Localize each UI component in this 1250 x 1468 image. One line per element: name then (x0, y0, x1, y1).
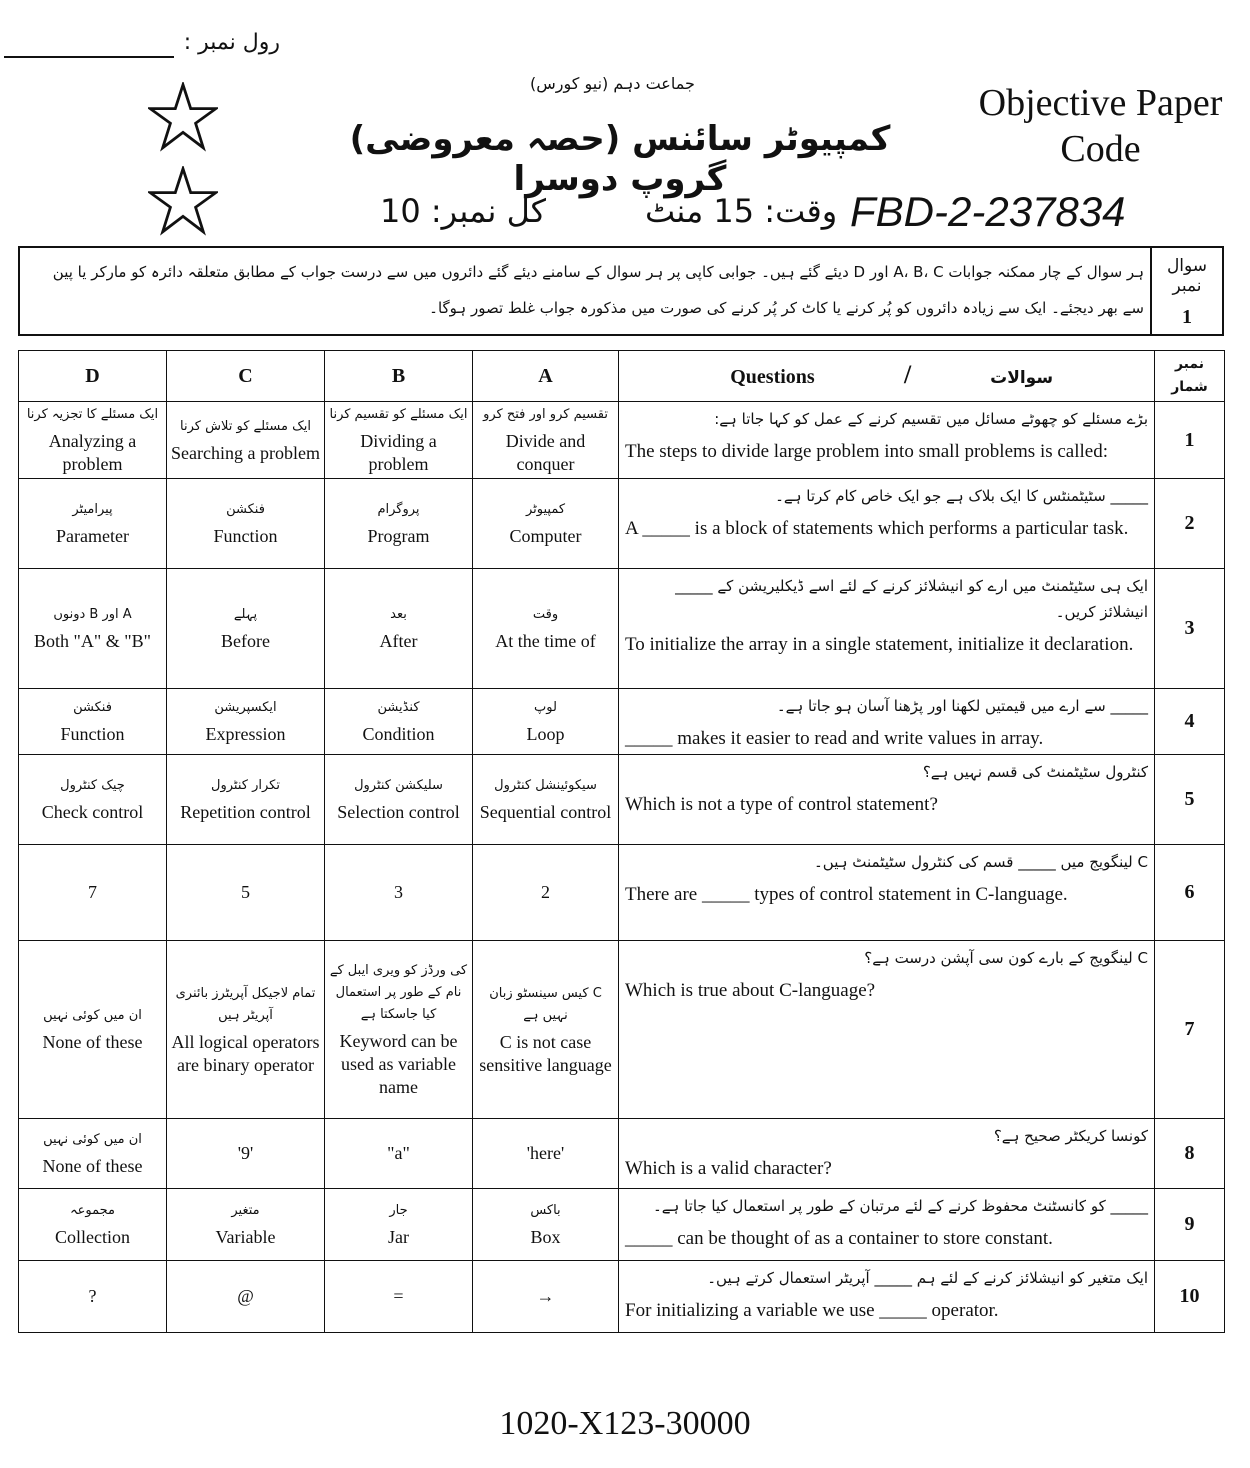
table-row (19, 402, 1225, 479)
option-b-cell (325, 941, 473, 1119)
column-header-c: C (167, 351, 325, 402)
option-d-english: None of these (42, 1032, 143, 1052)
option-a-urdu: لوپ (534, 700, 557, 715)
question-cell (619, 689, 1155, 755)
option-b-english: = (393, 1286, 404, 1306)
option-d-urdu: ان میں کوئی نہیں (43, 1008, 142, 1023)
option-c-english: Repetition control (180, 802, 311, 822)
question-english: The steps to divide large problem into small problems is called: (625, 441, 1108, 462)
option-d-english: Both "A" & "B" (34, 631, 151, 651)
separator-slash: / (903, 359, 912, 389)
option-b-cell (325, 479, 473, 569)
option-d-cell (19, 402, 167, 479)
option-d-english: 7 (88, 882, 97, 902)
option-a-urdu: C کیس سینسٹو زبان نہیں ہے (489, 985, 602, 1023)
option-b-urdu: سلیکشن کنٹرول (354, 778, 443, 793)
question-number: 6 (1155, 845, 1225, 941)
option-d-cell (19, 755, 167, 845)
option-b-urdu: پروگرام (377, 502, 420, 517)
objective-title: Objective Paper (978, 82, 1223, 124)
question-cell (619, 755, 1155, 845)
star-icon (148, 82, 218, 152)
table-row (19, 479, 1225, 569)
option-b-urdu: کی ورڈز کو ویری ایبل کے نام کے طور پر استعمال کیا جاسکتا ہے (329, 963, 468, 1022)
option-d-cell (19, 845, 167, 941)
column-header-a: A (473, 351, 619, 402)
option-c-urdu: پہلے (233, 607, 258, 622)
table-header-row (19, 351, 1225, 402)
option-c-cell (167, 1261, 325, 1333)
option-a-english: 2 (541, 882, 550, 902)
option-d-cell (19, 689, 167, 755)
option-d-urdu: مجموعہ (70, 1203, 115, 1218)
question-number: 1 (1182, 306, 1192, 328)
option-d-cell (19, 941, 167, 1119)
question-english: _____ can be thought of as a container to store constant. (625, 1228, 1053, 1249)
class-label: جماعت دہم (نیو کورس) (530, 74, 695, 93)
option-a-english: Box (530, 1227, 561, 1247)
question-urdu: بڑے مسئلے کو چھوٹے مسائل میں تقسیم کرنے کے عمل کو کہا جاتا ہے: (714, 410, 1148, 428)
option-a-cell (473, 755, 619, 845)
option-a-english: C is not case sensitive language (479, 1031, 612, 1075)
question-english: For initializing a variable we use _____ operator. (625, 1300, 999, 1321)
question-english: A _____ is a block of statements which performs a particular task. (625, 518, 1129, 539)
option-c-urdu: متغیر (231, 1203, 260, 1218)
roll-number-line (4, 56, 174, 58)
question-urdu: C لینگویج میں _____ قسم کی کنٹرول سٹیٹمنٹ ہیں۔ (813, 853, 1148, 871)
paper-code: FBD-2-237834 (850, 188, 1126, 235)
option-b-urdu: جار (389, 1203, 408, 1218)
question-english: To initialize the array in a single statement, initialize it declaration. (625, 634, 1134, 655)
roll-number-field (0, 30, 280, 66)
option-d-urdu: ایک مسئلے کا تجزیہ کرنا (26, 407, 159, 422)
time-allowed: وقت: 15 منٹ (645, 192, 838, 230)
question-cell (619, 1261, 1155, 1333)
question-cell (619, 402, 1155, 479)
question-urdu: C لینگویج کے بارے کون سی آپشن درست ہے؟ (864, 949, 1148, 967)
table-row (19, 1261, 1225, 1333)
option-a-cell (473, 1261, 619, 1333)
option-b-cell (325, 1189, 473, 1261)
objective-code-label: Code (1060, 128, 1141, 170)
option-b-cell (325, 755, 473, 845)
table-row (19, 941, 1225, 1119)
option-a-english: Sequential control (479, 802, 612, 822)
question-urdu: _____ سے ارے میں قیمتیں لکھنا اور پڑھنا آسان ہو جاتا ہے۔ (776, 697, 1148, 715)
column-header-number: نمبر شمار (1155, 351, 1225, 402)
option-c-cell (167, 402, 325, 479)
option-d-english: None of these (42, 1156, 143, 1176)
option-c-english: All logical operators are binary operator (171, 1031, 320, 1075)
questions-table (18, 350, 1225, 1333)
option-d-urdu: فنکشن (73, 700, 112, 715)
option-d-english: Function (60, 724, 125, 744)
option-b-english: Dividing a problem (360, 431, 437, 474)
question-cell (619, 1119, 1155, 1189)
option-c-urdu: ایک مسئلے کو تلاش کرنا (180, 418, 311, 434)
total-marks: کل نمبر: 10 (380, 192, 547, 230)
option-b-english: "a" (387, 1143, 410, 1163)
option-b-cell (325, 845, 473, 941)
option-a-english: Divide and conquer (505, 431, 586, 474)
option-c-english: '9' (237, 1143, 254, 1163)
option-c-english: 5 (241, 882, 250, 902)
instructions-text: ہر سوال کے چار ممکنہ جوابات A، B، C اور D دیئے گئے ہیں۔ جوابی کاپی پر ہر سوال کے سامنے دیئے گئے دائروں میں سے درست جواب کے مطابق متعلقہ دائرہ کو مارکر یا پین سے بھر دیجئے۔ ایک سے زیادہ دائروں کو پُر کرنے یا کاٹ کر پُر کرنے کی صورت میں مذکورہ جواب غلط تصور ہوگا۔ (52, 263, 1144, 317)
option-a-english: 'here' (526, 1143, 565, 1163)
option-a-english: Computer (509, 526, 582, 546)
option-c-cell (167, 941, 325, 1119)
option-a-urdu: کمپیوٹر (525, 502, 566, 517)
option-c-english: Function (213, 526, 278, 546)
option-c-cell (167, 569, 325, 689)
option-b-urdu: ایک مسئلے کو تقسیم کرنا (329, 407, 468, 422)
option-d-english: Check control (41, 802, 144, 822)
column-header-b: B (325, 351, 473, 402)
option-b-cell (325, 1261, 473, 1333)
question-number: 10 (1155, 1261, 1225, 1333)
question-english: Which is true about C-language? (625, 980, 876, 1001)
option-d-cell (19, 569, 167, 689)
option-b-english: Selection control (337, 802, 460, 822)
option-b-english: 3 (394, 882, 403, 902)
question-number: 8 (1155, 1119, 1225, 1189)
option-d-cell (19, 479, 167, 569)
question-number: 7 (1155, 941, 1225, 1119)
option-c-urdu: تکرار کنٹرول (211, 778, 280, 793)
option-c-english: Searching a problem (171, 442, 320, 463)
option-a-english: Loop (526, 724, 565, 744)
question-cell (619, 479, 1155, 569)
question-english: Which is a valid character? (625, 1158, 832, 1179)
option-c-urdu: ایکسپریشن (214, 700, 277, 715)
option-b-english: After (379, 631, 418, 651)
question-english: _____ makes it easier to read and write values in array. (625, 728, 1044, 749)
question-urdu: کنٹرول سٹیٹمنٹ کی قسم نہیں ہے؟ (922, 763, 1148, 781)
option-d-english: ? (88, 1286, 97, 1306)
option-a-urdu: سیکوئینشل کنٹرول (494, 778, 597, 793)
question-number: 5 (1155, 755, 1225, 845)
instructions-box (18, 246, 1224, 336)
column-header-questions (619, 351, 1155, 402)
option-a-cell (473, 479, 619, 569)
question-number: 1 (1155, 402, 1225, 479)
question-english: There are _____ types of control statement in C-language. (625, 884, 1068, 905)
option-b-cell (325, 689, 473, 755)
option-d-english: Collection (55, 1227, 130, 1247)
option-a-cell (473, 402, 619, 479)
option-a-english: At the time of (495, 631, 596, 651)
option-b-english: Keyword can be used as variable name (339, 1031, 458, 1097)
option-b-cell (325, 402, 473, 479)
question-urdu: ایک ہی سٹیٹمنٹ میں ارے کو انیشلائز کرنے کے لئے اسے ڈیکلیریشن کے _____ انیشلائز کریں۔ (675, 577, 1148, 621)
star-icon (148, 166, 218, 236)
table-row (19, 689, 1225, 755)
option-c-cell (167, 689, 325, 755)
option-a-english: → (536, 1286, 555, 1306)
option-a-cell (473, 569, 619, 689)
option-d-english: Parameter (56, 526, 129, 546)
question-number-cell (1150, 248, 1222, 334)
question-number: 4 (1155, 689, 1225, 755)
column-header-d: D (19, 351, 167, 402)
option-b-cell (325, 1119, 473, 1189)
option-c-english: Variable (215, 1227, 276, 1247)
option-b-urdu: بعد (390, 607, 407, 622)
option-c-cell (167, 755, 325, 845)
option-d-cell (19, 1261, 167, 1333)
table-row (19, 1189, 1225, 1261)
question-urdu: ایک متغیر کو انیشلائز کرنے کے لئے ہم _____ آپریٹر استعمال کرتے ہیں۔ (707, 1269, 1148, 1287)
option-c-urdu: تمام لاجیکل آپریٹرز بائنری آپریٹر ہیں (175, 985, 316, 1023)
option-c-cell (167, 1189, 325, 1261)
option-d-urdu: ان میں کوئی نہیں (43, 1132, 142, 1147)
question-number: 9 (1155, 1189, 1225, 1261)
option-d-cell (19, 1189, 167, 1261)
question-cell (619, 941, 1155, 1119)
subject-title: کمپیوٹر سائنس (حصہ معروضی) گروپ دوسرا (349, 119, 891, 199)
option-a-cell (473, 1189, 619, 1261)
question-urdu: کونسا کریکٹر صحیح ہے؟ (993, 1127, 1148, 1145)
option-c-urdu: فنکشن (226, 502, 265, 517)
option-b-english: Jar (388, 1227, 409, 1247)
question-cell (619, 845, 1155, 941)
option-a-cell (473, 1119, 619, 1189)
option-a-urdu: وقت (532, 607, 559, 622)
table-row (19, 755, 1225, 845)
question-number-header: سوال نمبر (1166, 256, 1208, 296)
option-b-urdu: کنڈیشن (377, 700, 420, 715)
question-urdu: _____ کو کانسٹنٹ محفوظ کرنے کے لئے مرتبان کے طور پر استعمال کیا جاتا ہے۔ (652, 1197, 1148, 1215)
objective-heading (958, 80, 1243, 172)
question-english: Which is not a type of control statement? (625, 794, 938, 815)
option-a-cell (473, 845, 619, 941)
option-c-english: Expression (205, 724, 286, 744)
option-d-english: Analyzing a problem (48, 431, 137, 474)
option-d-urdu: پیرامیٹر (72, 502, 113, 517)
option-d-urdu: چیک کنٹرول (60, 778, 125, 793)
question-cell (619, 1189, 1155, 1261)
option-b-cell (325, 569, 473, 689)
table-row (19, 1119, 1225, 1189)
question-number: 3 (1155, 569, 1225, 689)
option-c-english: @ (237, 1286, 254, 1306)
questions-label: Questions (730, 365, 815, 388)
option-c-english: Before (221, 631, 270, 651)
question-number: 2 (1155, 479, 1225, 569)
option-c-cell (167, 1119, 325, 1189)
option-d-urdu: A اور B دونوں (53, 607, 132, 622)
table-row (19, 569, 1225, 689)
option-d-cell (19, 1119, 167, 1189)
question-urdu: _____ سٹیٹمنٹس کا ایک بلاک ہے جو ایک خاص کام کرتا ہے۔ (775, 487, 1148, 505)
option-c-cell (167, 845, 325, 941)
question-cell (619, 569, 1155, 689)
option-a-urdu: تقسیم کرو اور فتح کرو (483, 407, 608, 422)
footer-code: 1020-X123-30000 (499, 1405, 751, 1442)
option-a-urdu: باکس (530, 1203, 561, 1218)
option-c-cell (167, 479, 325, 569)
option-a-cell (473, 689, 619, 755)
option-b-english: Program (367, 526, 430, 546)
table-row (19, 845, 1225, 941)
option-b-english: Condition (362, 724, 435, 744)
questions-label-urdu: سوالات (990, 367, 1054, 388)
option-a-cell (473, 941, 619, 1119)
roll-number-label: رول نمبر : (183, 30, 280, 55)
